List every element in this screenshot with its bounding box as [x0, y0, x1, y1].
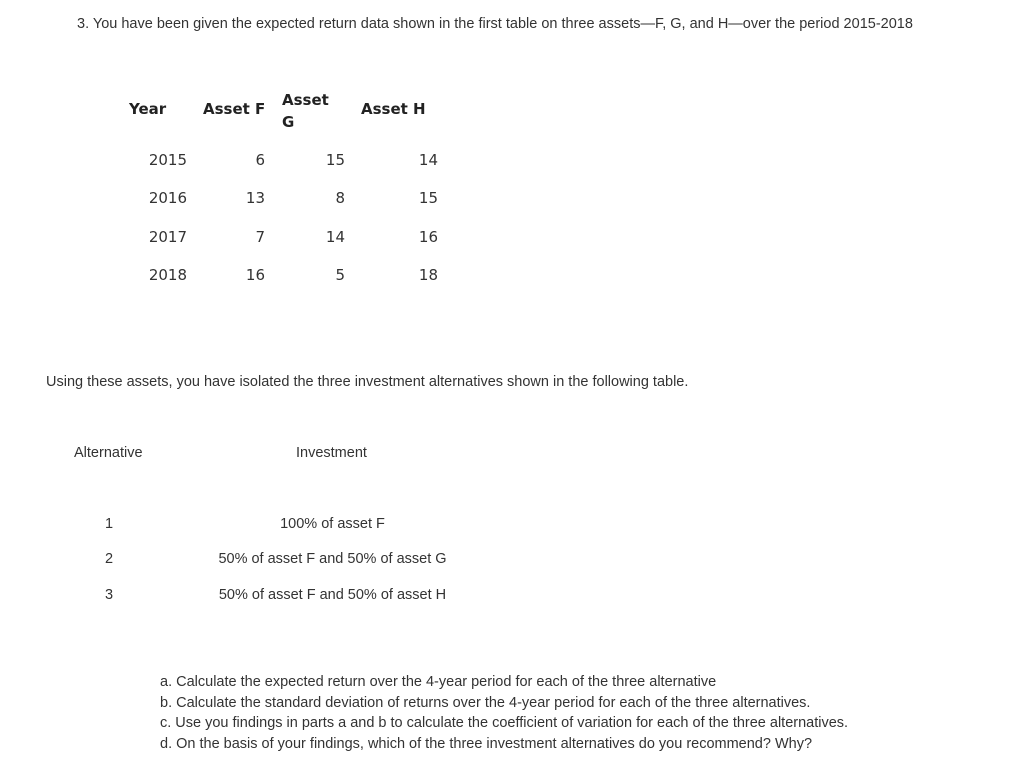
cell-asset-h: 18: [418, 266, 438, 284]
question-title: 3. You have been given the expected return data shown in the first table on three assets—F, G, and H—over the period 2015-2018: [77, 16, 913, 32]
cell-asset-h: 15: [418, 189, 438, 207]
header-asset-g-line1: Asset: [282, 91, 329, 109]
cell-year: 2016: [148, 189, 187, 207]
cell-asset-f: 16: [245, 266, 265, 284]
question-b: b. Calculate the standard deviation of returns over the 4-year period for each of the three alternatives.: [160, 694, 811, 711]
question-c: c. Use you findings in parts a and b to calculate the coefficient of variation for each of the three alternatives.: [160, 715, 849, 732]
header-asset-g-line2: G: [282, 113, 295, 131]
header-asset-g: [282, 89, 332, 133]
cell-asset-g: 5: [335, 266, 345, 284]
question-list: [160, 672, 848, 755]
cell-investment: 50% of asset F and 50% of asset H: [218, 587, 447, 603]
cell-asset-g: 15: [325, 151, 345, 169]
header-asset-f: Asset F: [203, 100, 266, 118]
cell-asset-f: 6: [255, 151, 265, 169]
header-year: Year: [129, 100, 167, 118]
header-investment: Investment: [296, 445, 367, 461]
question-a: a. Calculate the expected return over the 4-year period for each of the three alternative: [160, 674, 717, 690]
cell-asset-h: 16: [418, 228, 438, 246]
cell-investment: 50% of asset F and 50% of asset G: [218, 551, 447, 567]
cell-year: 2018: [148, 266, 187, 284]
cell-alternative: 2: [104, 551, 114, 567]
cell-year: 2015: [148, 151, 187, 169]
cell-investment: 100% of asset F: [280, 516, 385, 532]
cell-alternative: 1: [104, 516, 114, 532]
cell-asset-g: 14: [325, 228, 345, 246]
cell-asset-f: 13: [245, 189, 265, 207]
cell-asset-g: 8: [335, 189, 345, 207]
cell-year: 2017: [148, 228, 187, 246]
question-d: d. On the basis of your findings, which of the three investment alternatives do you recommend? Why?: [160, 736, 813, 753]
header-alternative: Alternative: [74, 445, 143, 461]
header-asset-h: Asset H: [361, 100, 426, 118]
cell-asset-f: 7: [255, 228, 265, 246]
cell-alternative: 3: [104, 587, 114, 603]
cell-asset-h: 14: [418, 151, 438, 169]
intro-text: Using these assets, you have isolated the three investment alternatives shown in the following table.: [46, 374, 689, 390]
